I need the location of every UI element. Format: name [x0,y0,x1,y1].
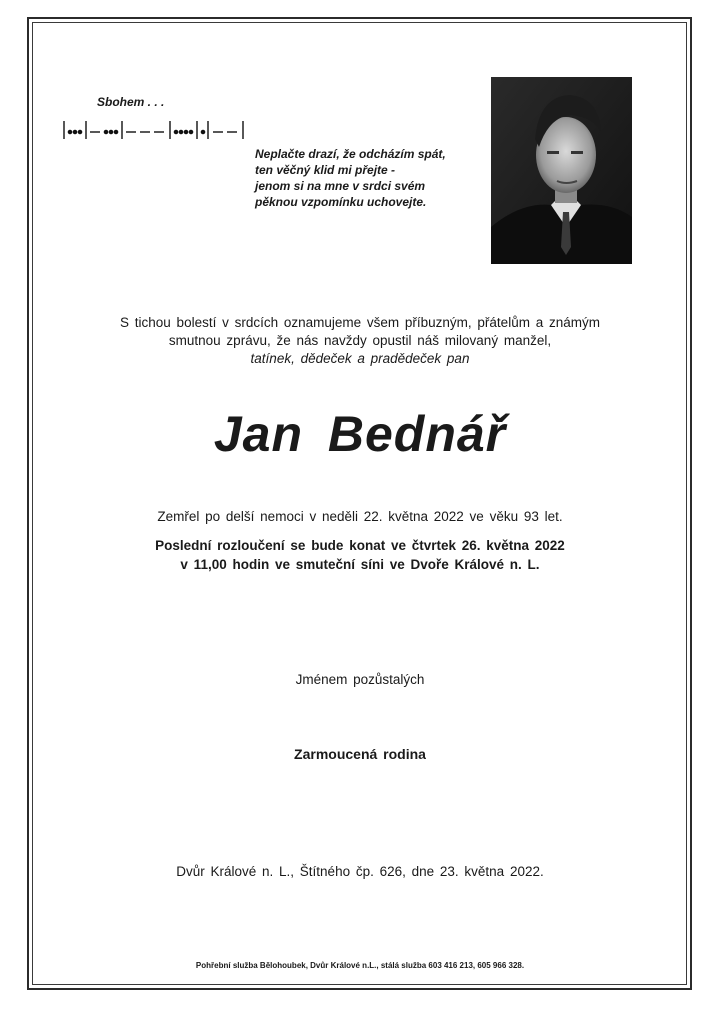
announcement-line: smutnou zprávu, že nás navždy opustil náš milovaný manžel, [168,333,552,348]
poem-line: ten věčný klid mi přejte - [255,163,396,177]
death-info: Zemřel po delší nemoci v neděli 22. května 2022 ve věku 93 let. [157,509,563,524]
deceased-name: Jan Bednář [213,406,507,462]
portrait-photo [491,77,632,264]
place-date: Dvůr Králové n. L., Štítného čp. 626, dne 23. května 2022. [176,864,544,879]
funeral-service-footer: Pohřební služba Bělohoubek, Dvůr Králové n.L., stálá služba 603 416 213, 605 966 328. [195,961,525,970]
poem-line: jenom si na mne v srdci svém [255,179,426,193]
poem [255,146,446,210]
announcement [60,314,660,368]
poem-line: pěknou vzpomínku uchovejte. [255,195,427,209]
morse-code-ornament [62,119,260,141]
ceremony-line: Poslední rozloučení se bude konat ve čtvrtek 26. května 2022 [155,538,565,553]
announcement-line: S tichou bolestí v srdcích oznamujeme všem příbuzným, přátelům a známým [120,315,600,330]
ceremony-info [60,536,660,574]
announcement-line: tatínek, dědeček a pradědeček pan [250,351,470,366]
family-signature: Zarmoucená rodina [294,746,426,762]
on-behalf-text: Jménem pozůstalých [295,672,425,687]
portrait-image [491,77,632,264]
farewell-text: Sbohem . . . [97,95,165,109]
ceremony-line: v 11,00 hodin ve smuteční síni ve Dvoře Králové n. L. [180,557,540,572]
poem-line: Neplačte drazí, že odcházím spát, [255,147,446,161]
